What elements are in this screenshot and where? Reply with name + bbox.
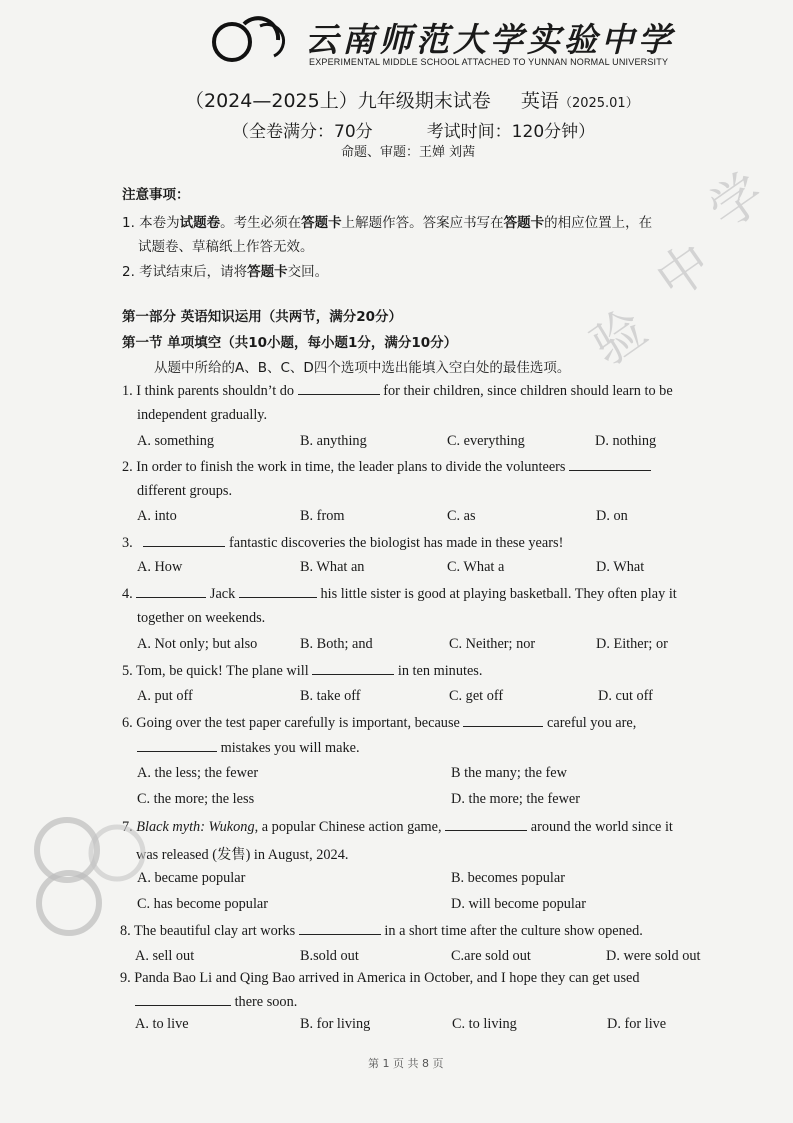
q9-option-c: C. to living: [452, 1016, 517, 1032]
exam-title-text: （2024—2025上）九年级期末试卷: [185, 90, 491, 112]
note-1-text: 。考生必须在: [220, 215, 302, 231]
section1-heading: 第一节 单项填空（共10小题，每小题1分，满分10分）: [122, 335, 458, 351]
q4-option-d: D. Either; or: [596, 636, 668, 652]
answer-blank: [143, 534, 225, 547]
q6-option-c: C. the more; the less: [137, 791, 255, 807]
q2-option-a: A. into: [137, 508, 177, 524]
answer-blank: [239, 585, 317, 598]
q5-option-c: C. get off: [449, 688, 504, 704]
q7-text: 7.: [122, 819, 137, 835]
question-4: [122, 585, 677, 603]
watermark-char: 学: [698, 162, 776, 242]
q2-option-d: D. on: [596, 508, 628, 524]
answer-blank: [298, 382, 380, 395]
q1-text: for their children, since children should learn to be: [383, 383, 673, 399]
question-6-cont: [137, 739, 360, 757]
answer-blank: [137, 739, 217, 752]
q8-text: in a short time after the culture show opened.: [384, 923, 643, 939]
q3-option-d: D. What: [596, 559, 645, 575]
q6-text: 6. Going over the test paper carefully is important, because: [122, 715, 460, 731]
q7-option-c: C. has become popular: [137, 896, 269, 912]
note-2: [122, 260, 328, 280]
q3-text: 3.: [122, 535, 133, 551]
answer-blank: [312, 662, 394, 675]
question-6: [122, 714, 636, 732]
note-2-bold: 答题卡: [247, 264, 288, 280]
question-1: [122, 382, 673, 400]
q8-option-b: B.sold out: [300, 948, 359, 964]
q2-option-c: C. as: [447, 508, 476, 524]
q1-option-d: D. nothing: [595, 433, 657, 449]
question-4-cont: together on weekends.: [137, 610, 266, 626]
q3-option-a: A. How: [137, 559, 183, 575]
q9-option-a: A. to live: [135, 1016, 189, 1032]
exam-date: （2025.01）: [558, 96, 639, 111]
q1-option-a: A. something: [137, 433, 215, 449]
question-2: [122, 458, 651, 476]
q8-option-a: A. sell out: [135, 948, 195, 964]
q4-option-a: A. Not only; but also: [137, 636, 258, 652]
q5-option-d: D. cut off: [598, 688, 653, 704]
school-name-cn: 云南师范大学实验中学: [305, 20, 675, 59]
answer-blank: [135, 993, 231, 1006]
exam-authors: 命题、审题：王婵 刘茜: [341, 145, 476, 160]
note-1-bold: 试题卷: [179, 215, 221, 231]
q7-game-title: Black myth: Wukong: [136, 819, 255, 835]
question-7: [122, 818, 673, 836]
q6-text: mistakes you will make.: [220, 740, 360, 756]
part1-heading: 第一部分 英语知识运用（共两节，满分20分）: [122, 309, 402, 325]
question-3: [122, 534, 563, 552]
q9-text: there soon.: [234, 994, 298, 1010]
q5-option-a: A. put off: [137, 688, 193, 704]
school-logo-rings: [208, 14, 298, 66]
q7-text: around the world since it: [530, 819, 673, 835]
question-9-cont: [135, 993, 297, 1011]
note-2-text: 2. 考试结束后，请将: [122, 264, 248, 280]
answer-blank: [569, 458, 651, 471]
note-1-text: 的相应位置上，在: [544, 215, 653, 231]
exam-title: [185, 86, 639, 113]
question-1-cont: independent gradually.: [137, 407, 268, 423]
q6-text: careful you are,: [547, 715, 637, 731]
q4-option-b: B. Both; and: [300, 636, 373, 652]
question-9: 9. Panda Bao Li and Qing Bao arrived in America in October, and I hope they can get used: [120, 970, 640, 986]
exam-time: 考试时间：120分钟）: [426, 122, 596, 142]
question-2-cont: different groups.: [137, 483, 233, 499]
school-name-en: EXPERIMENTAL MIDDLE SCHOOL ATTACHED TO YUNNAN NORMAL UNIVERSITY: [309, 57, 669, 67]
q3-option-b: B. What an: [300, 559, 365, 575]
watermark-char: 中: [645, 232, 723, 312]
q7-option-b: B. becomes popular: [451, 870, 565, 886]
q4-text: Jack: [209, 586, 236, 602]
q6-option-d: D. the more; the fewer: [451, 791, 581, 807]
answer-blank: [445, 818, 527, 831]
section1-instruction: 从题中所给的A、B、C、D四个选项中选出能填入空白处的最佳选项。: [154, 360, 571, 376]
q8-option-d: D. were sold out: [606, 948, 701, 964]
q4-text: 4.: [122, 586, 133, 602]
q3-text: fantastic discoveries the biologist has made in these years!: [229, 535, 564, 551]
page-footer: 第 1 页 共 8 页: [368, 1057, 444, 1070]
q2-option-b: B. from: [300, 508, 345, 524]
q8-option-c: C.are sold out: [451, 948, 531, 964]
q1-option-b: B. anything: [300, 433, 367, 449]
exam-score-time: [232, 117, 595, 142]
answer-blank: [136, 585, 206, 598]
q5-text: in ten minutes.: [397, 663, 483, 679]
q8-text: 8. The beautiful clay art works: [120, 923, 296, 939]
note-1: [122, 211, 652, 231]
q9-option-d: D. for live: [607, 1016, 667, 1032]
answer-blank: [463, 714, 543, 727]
q6-option-a: A. the less; the fewer: [137, 765, 259, 781]
q1-option-c: C. everything: [447, 433, 525, 449]
q3-option-c: C. What a: [447, 559, 505, 575]
q7-text: , a popular Chinese action game,: [254, 819, 442, 835]
q7-option-d: D. will become popular: [451, 896, 586, 912]
stain-rings: [25, 805, 155, 940]
q5-text: 5. Tom, be quick! The plane will: [122, 663, 309, 679]
exam-score: （全卷满分：70分: [232, 122, 373, 142]
notes-heading: 注意事项：: [122, 187, 190, 203]
q4-option-c: C. Neither; nor: [449, 636, 536, 652]
q4-text: his little sister is good at playing basketball. They often play it: [320, 586, 677, 602]
note-1-bold: 答题卡: [503, 215, 545, 231]
q2-text: 2. In order to finish the work in time, the leader plans to divide the volunteers: [122, 459, 566, 475]
note-1-text: 上解题作答。答案应书写在: [341, 215, 504, 231]
question-8: [120, 922, 643, 940]
watermark-char: 验: [580, 298, 658, 378]
question-5: [122, 662, 482, 680]
note-1-text: 1. 本卷为: [122, 215, 180, 231]
question-7-cont: was released (发售) in August, 2024.: [136, 847, 349, 863]
q9-option-b: B. for living: [300, 1016, 371, 1032]
q6-option-b: B the many; the few: [451, 765, 567, 781]
note-1-bold: 答题卡: [301, 215, 342, 231]
q7-option-a: A. became popular: [137, 870, 246, 886]
exam-subject: 英语: [520, 90, 559, 112]
q1-text: 1. I think parents shouldn’t do: [122, 383, 295, 399]
note-1-cont: 试题卷、草稿纸上作答无效。: [138, 239, 314, 255]
q5-option-b: B. take off: [300, 688, 361, 704]
note-2-text: 交回。: [287, 264, 329, 280]
answer-blank: [299, 922, 381, 935]
